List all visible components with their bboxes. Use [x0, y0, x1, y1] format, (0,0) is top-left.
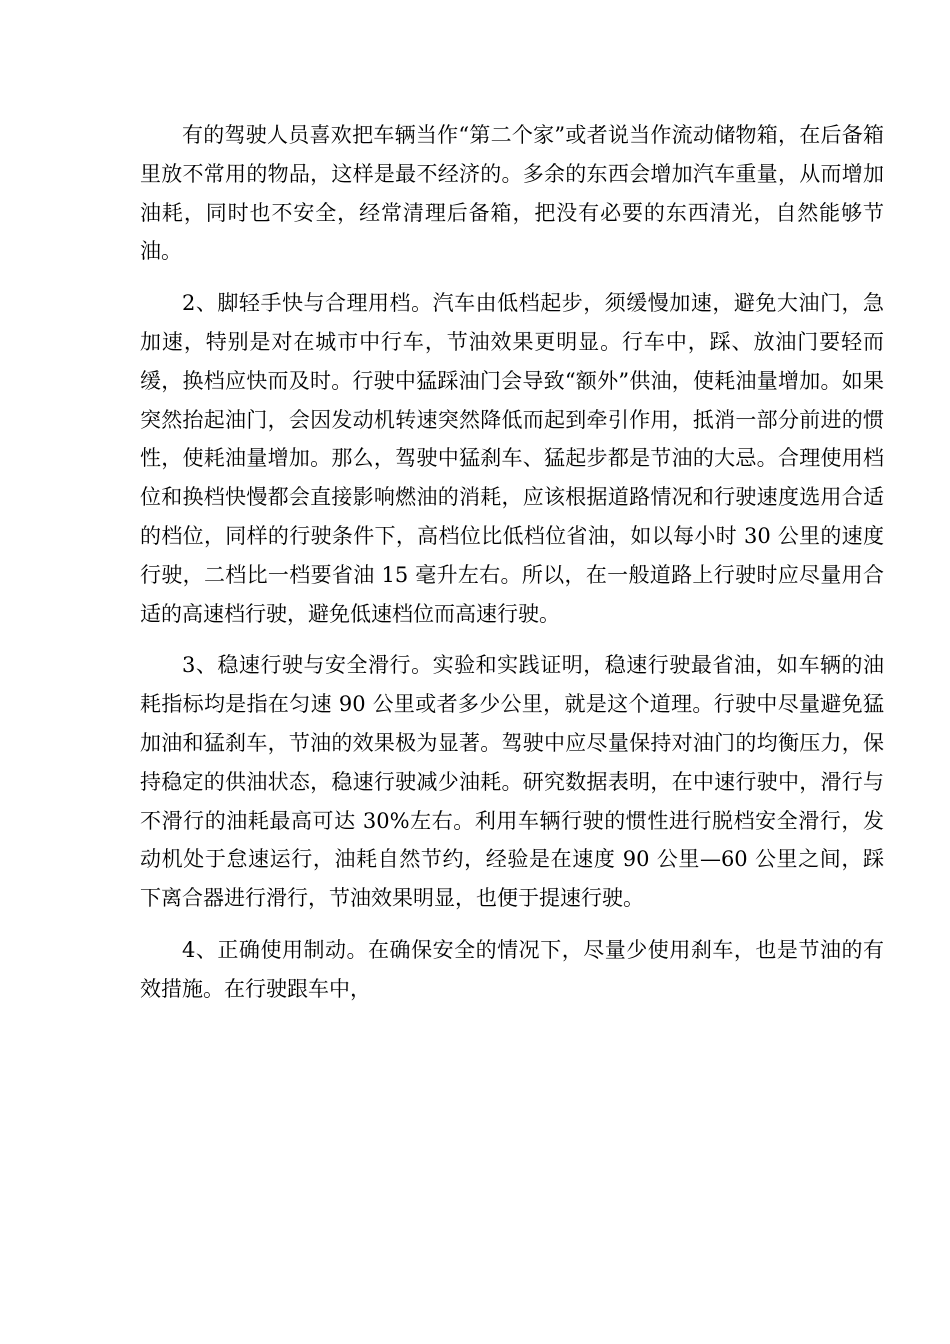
paragraph-gear-usage: 2、脚轻手快与合理用档。汽车由低档起步，须缓慢加速，避免大油门，急加速，特别是对在城市中行车，节油效果更明显。行车中，踩、放油门要轻而缓，换档应快而及时。行驶中猛踩油门会导致“额外”供油，使耗油量增加。如果突然抬起油门，会因发动机转速突然降低而起到牵引作用，抵消一部分前进的惯性，使耗油量增加。那么，驾驶中猛刹车、猛起步都是节油的大忌。合理使用档位和换档快慢都会直接影响燃油的消耗，应该根据道路情况和行驶速度选用合适的档位，同样的行驶条件下，高档位比低档位省油，如以每小时 30 公里的速度行驶，二档比一档要省油 15 毫升左右。所以，在一般道路上行驶时应尽量用合适的高速档行驶，避免低速档位而高速行驶。 [140, 291, 884, 626]
paragraph-trunk-clutter: 有的驾驶人员喜欢把车辆当作“第二个家”或者说当作流动储物箱，在后备箱里放不常用的物品，这样是最不经济的。多余的东西会增加汽车重量，从而增加油耗，同时也不安全，经常清理后备箱，把没有必要的东西清光，自然能够节油。 [140, 123, 884, 264]
paragraph-steady-driving: 3、稳速行驶与安全滑行。实验和实践证明，稳速行驶最省油，如车辆的油耗指标均是指在匀速 90 公里或者多少公里，就是这个道理。行驶中尽量避免猛加油和猛刹车，节油的效果极为显著。驾驶中应尽量保持对油门的均衡压力，保持稳定的供油状态，稳速行驶减少油耗。研究数据表明，在中速行驶中，滑行与不滑行的油耗最高可达 30%左右。利用车辆行驶的惯性进行脱档安全滑行，发动机处于怠速运行，油耗自然节约，经验是在速度 90 公里—60 公里之间，踩下离合器进行滑行，节油效果明显，也便于提速行驶。 [140, 653, 884, 911]
paragraph-braking: 4、正确使用制动。在确保安全的情况下，尽量少使用刹车，也是节油的有效措施。在行驶跟车中， [140, 937, 884, 1001]
document-body [140, 116, 884, 1022]
